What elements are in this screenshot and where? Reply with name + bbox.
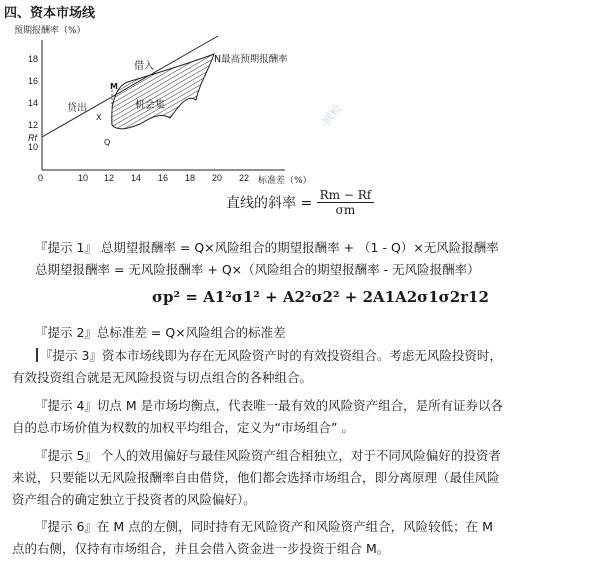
lend-label: 贷出 [67,103,87,114]
tip5-line2: 来说，只要能以无风险报酬率自由借贷，他们都会选择市场组合，即分离原理（最佳风险 [12,470,500,485]
y-tick: 12 [28,120,39,130]
tip4-line2: 自的总市场价值为权数的加权平均组合，定义为“市场组合” 。 [12,420,354,435]
tip2: 『提示 2』总标准差 = Q×风险组合的标准差 [35,325,286,340]
tip5-line1: 『提示 5』 个人的效用偏好与最佳风险资产组合相独立，对于不同风险偏好的投资者 [35,448,501,463]
y-axis-label: 预期报酬率（%） [14,26,86,36]
y-tick: 10 [28,142,39,152]
y-tick: 18 [28,54,39,64]
section-title: 四、资本市场线 [4,6,96,21]
tip4-line1: 『提示 4』切点 M 是市场均衡点，代表唯一最有效的风险资产组合，是所有证券以各 [35,398,504,413]
tip3-line2: 有效投资组合就是无风险投资与切点组合的各种组合。 [12,370,313,385]
opportunity-set-region [112,54,214,129]
slope-formula [226,188,374,217]
tip1-line2: 总期望报酬率 = 无风险报酬率 + Q×（风险组合的期望报酬率 - 无风险报酬率） [35,262,480,277]
x-tick: 10 [78,173,89,183]
tip3-line1: 『提示 3』资本市场线即为存在无风险资产时的有效投资组合。考虑无风险投资时， [40,348,502,363]
text-cursor [36,348,38,362]
y-tick-rf: Rf [28,133,37,143]
slope-numerator: Rm − Rf [317,188,375,203]
y-tick: 14 [28,98,39,108]
x-tick: 16 [158,173,169,183]
slope-formula-prefix: 直线的斜率 = [226,195,313,212]
y-tick: 16 [28,76,39,86]
borrow-label: 借入 [134,61,154,72]
capital-market-line-chart [0,20,345,190]
point-m-label: M [110,82,118,91]
tip5-line3: 资产组合的确定独立于投资者的风险偏好）。 [12,492,256,507]
x-tick: 18 [185,173,196,183]
opportunity-set-label: 机会集 [135,100,165,111]
point-q-label: Q [104,138,111,147]
tip6-line2: 点的右侧，仅持有市场组合，并且会借入资金进一步投资于组合 M。 [12,541,390,556]
point-n-label: N最高预期报酬率 [214,54,288,65]
x-tick: 20 [212,173,223,183]
slope-denominator: σm [335,203,356,217]
x-tick: 14 [131,173,142,183]
point-x-label: X [96,113,102,122]
watermark: ·网校 [317,102,345,131]
x-tick: 0 [38,173,44,183]
variance-formula: σp² = A1²σ1² + A2²σ2² + 2A1A2σ1σ2r12 [152,288,489,306]
tip6-line1: 『提示 6』在 M 点的左侧，同时持有无风险资产和风险资产组合，风险较低；在 M [35,519,493,534]
x-tick: 22 [239,173,250,183]
slope-fraction [317,188,375,217]
x-axis-label: 标准差（%） [258,176,312,186]
x-tick: 12 [104,173,115,183]
tip1-line1: 『提示 1』 总期望报酬率 = Q×风险组合的期望报酬率 + （1 - Q）×无风险报酬率 [35,240,499,255]
